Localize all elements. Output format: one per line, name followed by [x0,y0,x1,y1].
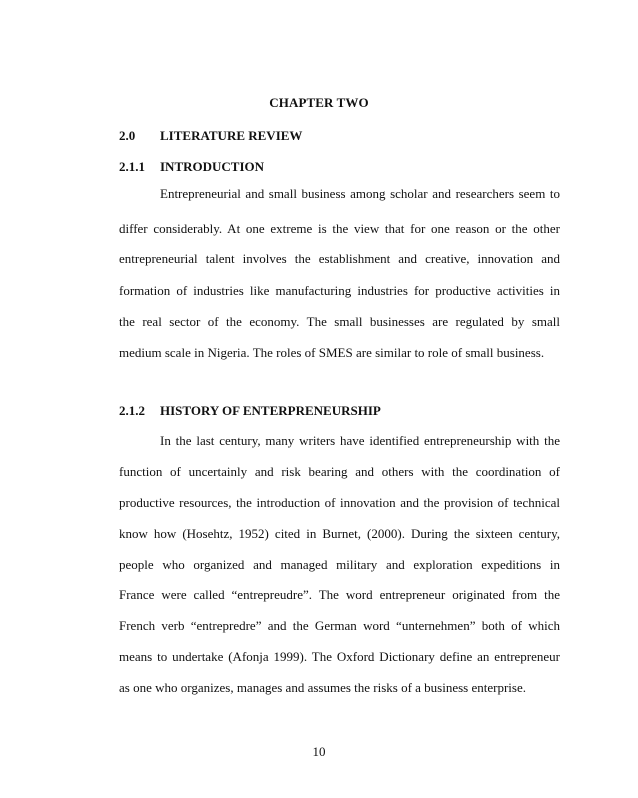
paragraph-line: people who organized and managed military and exploration expeditions in [119,557,560,572]
section-title: LITERATURE REVIEW [160,128,303,143]
paragraph-line: the real sector of the economy. The small businesses are regulated by small [119,314,560,329]
section-title: HISTORY OF ENTERPRENEURSHIP [160,403,381,418]
paragraph-line: formation of industries like manufacturing industries for productive activities in [119,283,560,298]
paragraph-line: entrepreneurial talent involves the establishment and creative, innovation and [119,251,560,266]
section-heading-literature-review [119,128,302,144]
paragraph-line: means to undertake (Afonja 1999). The Oxford Dictionary define an entrepreneur [119,649,560,664]
paragraph-line: Entrepreneurial and small business among scholar and researchers seem to [160,186,560,201]
section-number: 2.1.1 [119,159,145,174]
section-number: 2.1.2 [119,403,145,418]
chapter-title: CHAPTER TWO [269,95,369,110]
paragraph-line: medium scale in Nigeria. The roles of SMES are similar to role of small business. [119,345,545,360]
paragraph-line: In the last century, many writers have identified entrepreneurship with the [160,433,560,448]
paragraph-line: function of uncertainly and risk bearing and others with the coordination of [119,464,560,479]
paragraph-line: productive resources, the introduction of innovation and the provision of technical [119,495,560,510]
page-number: 10 [312,744,326,759]
paragraph-line: French verb “entrepredre” and the German word “unternehmen” both of which [119,618,560,633]
paragraph-line: as one who organizes, manages and assumes the risks of a business enterprise. [119,680,526,695]
section-title: INTRODUCTION [160,159,265,174]
paragraph-line: France were called “entrepreudre”. The word entrepreneur originated from the [119,587,560,602]
section-heading-introduction [119,159,264,175]
paragraph-line: differ considerably. At one extreme is the view that for one reason or the other [119,221,560,236]
paragraph-line: know how (Hosehtz, 1952) cited in Burnet, (2000). During the sixteen century, [119,526,560,541]
section-number: 2.0 [119,128,136,143]
section-heading-history [119,403,381,419]
